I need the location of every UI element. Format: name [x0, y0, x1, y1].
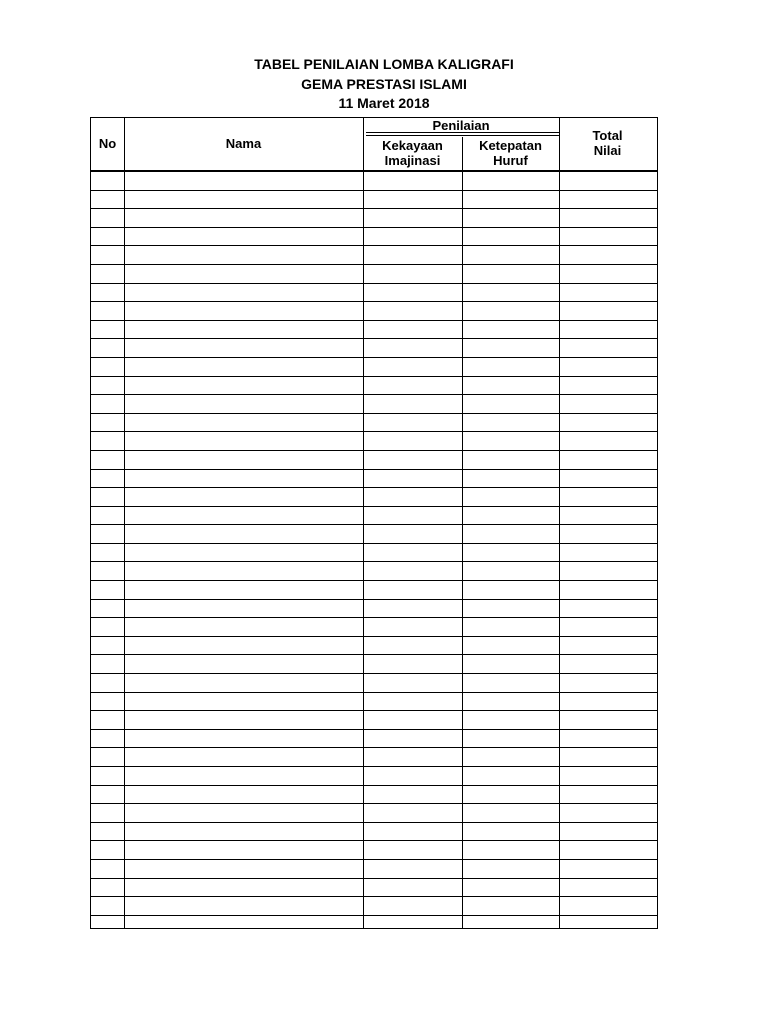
table-row	[91, 674, 657, 693]
table-row	[91, 191, 657, 210]
header-kekayaan-imajinasi: Kekayaan Imajinasi	[382, 138, 443, 168]
header-ketepatan-huruf: Ketepatan Huruf	[479, 138, 542, 168]
table-row	[91, 395, 657, 414]
table-row	[91, 284, 657, 303]
table-row	[91, 525, 657, 544]
table-row	[91, 209, 657, 228]
table-row	[91, 600, 657, 619]
table-row	[91, 841, 657, 860]
header-total-nilai: Total Nilai	[592, 128, 623, 158]
table-row	[91, 804, 657, 823]
table-row	[91, 767, 657, 786]
table-row	[91, 470, 657, 489]
title-line-2: GEMA PRESTASI ISLAMI	[301, 75, 467, 92]
title-line-3: 11 Maret 2018	[338, 95, 430, 111]
table-row	[91, 860, 657, 879]
table-row	[91, 581, 657, 600]
table-row	[91, 916, 657, 935]
table-row	[91, 339, 657, 358]
title-line-1: TABEL PENILAIAN LOMBA KALIGRAFI	[254, 56, 514, 72]
table-row	[91, 730, 657, 749]
table-row	[91, 637, 657, 656]
table-row	[91, 432, 657, 451]
table-row	[91, 358, 657, 377]
table-row	[91, 879, 657, 898]
table-row	[91, 451, 657, 470]
table-row	[91, 172, 657, 191]
table-row	[91, 544, 657, 563]
header-no: No	[98, 136, 117, 151]
table-body	[91, 172, 657, 934]
table-row	[91, 265, 657, 284]
table-row	[91, 246, 657, 265]
table-row	[91, 562, 657, 581]
table-row	[91, 655, 657, 674]
header-penilaian: Penilaian	[432, 118, 490, 133]
table-row	[91, 897, 657, 916]
table-row	[91, 693, 657, 712]
table-row	[91, 711, 657, 730]
table-row	[91, 488, 657, 507]
table-row	[91, 228, 657, 247]
scoring-table	[90, 117, 658, 929]
table-row	[91, 302, 657, 321]
document-title	[0, 55, 768, 114]
table-row	[91, 414, 657, 433]
table-row	[91, 507, 657, 526]
table-row	[91, 321, 657, 340]
table-row	[91, 823, 657, 842]
table-row	[91, 618, 657, 637]
table-row	[91, 786, 657, 805]
table-row	[91, 748, 657, 767]
header-nama: Nama	[225, 136, 262, 151]
table-row	[91, 377, 657, 396]
penilaian-underline	[366, 135, 560, 136]
